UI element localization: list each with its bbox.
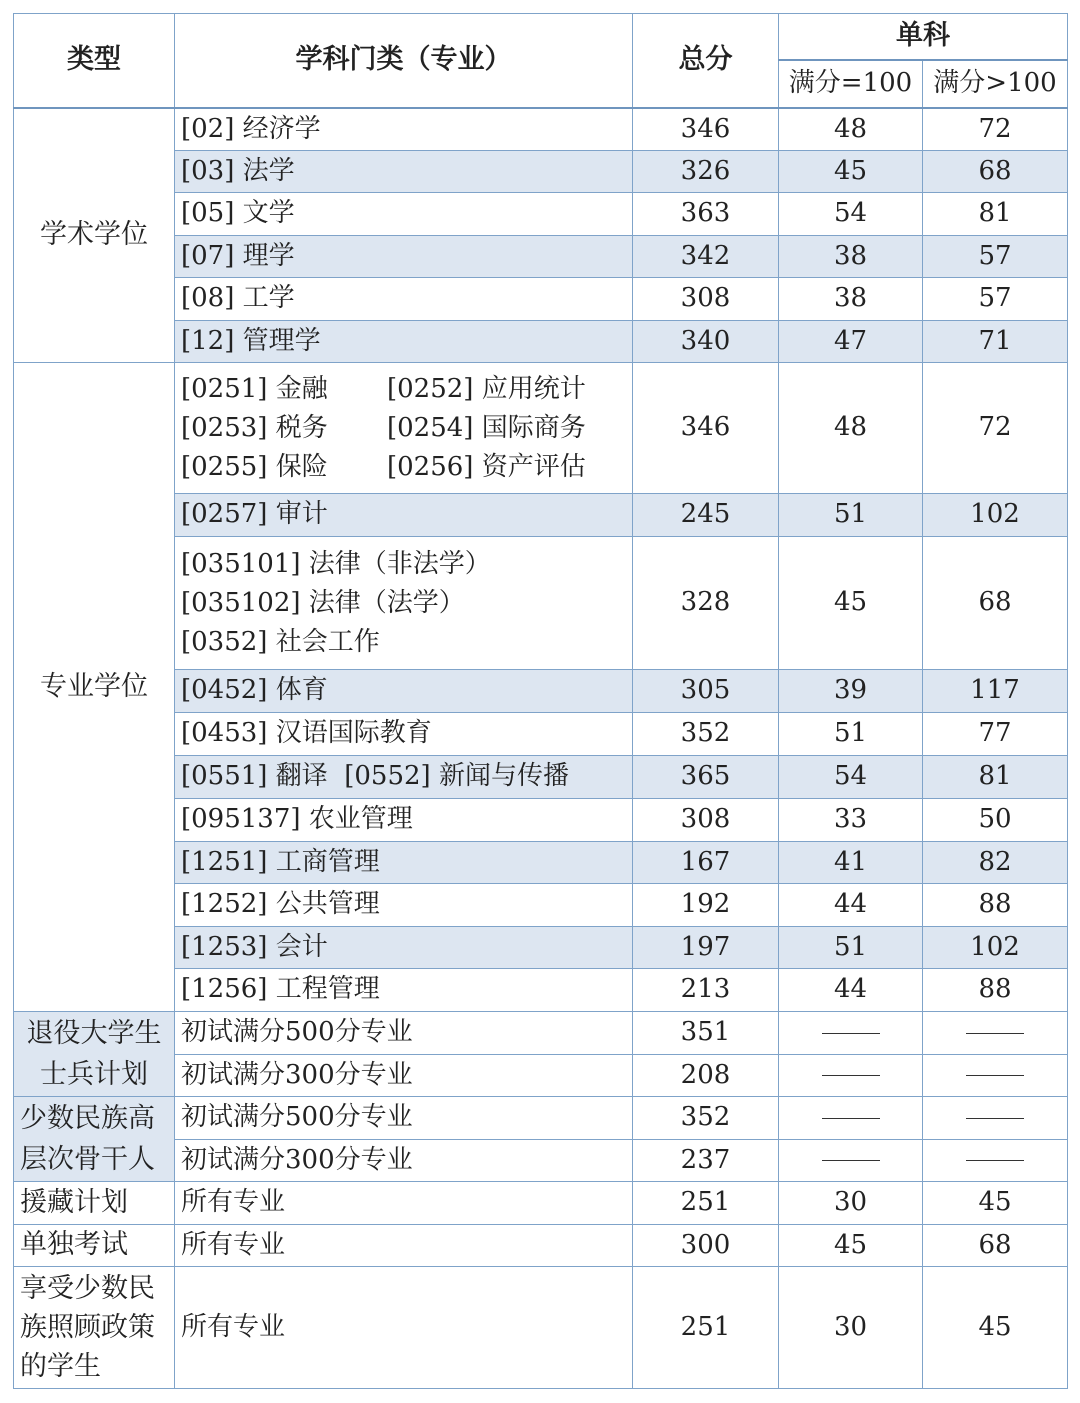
total-cell: 167 bbox=[633, 842, 779, 884]
single-100-cell: 30 bbox=[779, 1182, 923, 1225]
single-gt100-cell: 71 bbox=[923, 321, 1068, 363]
single-gt100-cell: 72 bbox=[923, 108, 1068, 151]
total-cell: 208 bbox=[633, 1055, 779, 1097]
total-cell: 245 bbox=[633, 494, 779, 537]
single-100-cell: 48 bbox=[779, 363, 923, 494]
total-cell: 300 bbox=[633, 1225, 779, 1267]
subject-line bbox=[181, 448, 628, 487]
subject-item: [0252] 应用统计 bbox=[387, 373, 586, 404]
total-cell: 351 bbox=[633, 1012, 779, 1055]
single-100-cell: 30 bbox=[779, 1267, 923, 1389]
subject-cell: [1252] 公共管理 bbox=[175, 884, 633, 927]
group-minority-policy: 享受少数民族照顾政策的学生 bbox=[14, 1267, 175, 1389]
dash-mark bbox=[966, 1033, 1024, 1034]
dash-mark bbox=[822, 1118, 880, 1119]
total-cell: 308 bbox=[633, 799, 779, 842]
table-row bbox=[14, 363, 1068, 494]
header-single-100: 满分=100 bbox=[779, 60, 923, 108]
group-academic: 学术学位 bbox=[14, 108, 175, 363]
dash-mark bbox=[822, 1033, 880, 1034]
single-gt100-cell bbox=[923, 1097, 1068, 1140]
total-cell: 328 bbox=[633, 537, 779, 670]
single-gt100-cell bbox=[923, 1055, 1068, 1097]
total-cell: 197 bbox=[633, 927, 779, 969]
subject-line: [0352] 社会工作 bbox=[181, 626, 380, 657]
table-row bbox=[14, 1267, 1068, 1389]
subject-cell: [1253] 会计 bbox=[175, 927, 633, 969]
single-gt100-cell: 81 bbox=[923, 193, 1068, 236]
dash-mark bbox=[966, 1160, 1024, 1161]
single-100-cell: 48 bbox=[779, 108, 923, 151]
subject-cell: [03] 法学 bbox=[175, 151, 633, 193]
single-100-cell: 44 bbox=[779, 969, 923, 1012]
header-subject: 学科门类（专业） bbox=[175, 14, 633, 108]
subject-cell: [0452] 体育 bbox=[175, 670, 633, 713]
dash-mark bbox=[966, 1075, 1024, 1076]
table-row bbox=[14, 1225, 1068, 1267]
single-100-cell: 54 bbox=[779, 756, 923, 799]
total-cell: 305 bbox=[633, 670, 779, 713]
total-cell: 352 bbox=[633, 1097, 779, 1140]
subject-cell: [1251] 工商管理 bbox=[175, 842, 633, 884]
single-gt100-cell: 72 bbox=[923, 363, 1068, 494]
single-100-cell bbox=[779, 1097, 923, 1140]
subject-item: [0253] 税务 bbox=[181, 412, 328, 443]
score-table bbox=[13, 13, 1068, 1389]
single-gt100-cell: 82 bbox=[923, 842, 1068, 884]
header-type: 类型 bbox=[14, 14, 175, 108]
single-100-cell bbox=[779, 1012, 923, 1055]
total-cell: 251 bbox=[633, 1182, 779, 1225]
subject-cell: 所有专业 bbox=[175, 1267, 633, 1389]
dash-mark bbox=[822, 1160, 880, 1161]
subject-line: [035101] 法律（非法学） bbox=[181, 548, 491, 579]
table-row bbox=[14, 1097, 1068, 1140]
group-professional: 专业学位 bbox=[14, 363, 175, 1012]
group-tibet: 援藏计划 bbox=[14, 1182, 175, 1225]
single-gt100-cell: 81 bbox=[923, 756, 1068, 799]
subject-cell: [08] 工学 bbox=[175, 278, 633, 321]
single-gt100-cell: 45 bbox=[923, 1182, 1068, 1225]
dash-mark bbox=[822, 1075, 880, 1076]
single-100-cell: 47 bbox=[779, 321, 923, 363]
total-cell: 342 bbox=[633, 236, 779, 278]
header-single: 单科 bbox=[779, 14, 1068, 60]
subject-item: [0255] 保险 bbox=[181, 451, 328, 482]
single-100-cell: 45 bbox=[779, 151, 923, 193]
subject-cell: [1256] 工程管理 bbox=[175, 969, 633, 1012]
subject-cell: [0453] 汉语国际教育 bbox=[175, 713, 633, 756]
single-100-cell: 41 bbox=[779, 842, 923, 884]
single-gt100-cell: 102 bbox=[923, 927, 1068, 969]
subject-line: [035102] 法律（法学） bbox=[181, 587, 465, 618]
total-cell: 365 bbox=[633, 756, 779, 799]
subject-cell: 初试满分500分专业 bbox=[175, 1012, 633, 1055]
group-single-exam: 单独考试 bbox=[14, 1225, 175, 1267]
subject-cell bbox=[175, 537, 633, 670]
total-cell: 237 bbox=[633, 1140, 779, 1182]
single-100-cell: 51 bbox=[779, 494, 923, 537]
single-gt100-cell: 88 bbox=[923, 884, 1068, 927]
subject-cell: [095137] 农业管理 bbox=[175, 799, 633, 842]
table-row bbox=[14, 108, 1068, 151]
single-100-cell: 54 bbox=[779, 193, 923, 236]
single-gt100-cell: 117 bbox=[923, 670, 1068, 713]
total-cell: 352 bbox=[633, 713, 779, 756]
single-gt100-cell: 68 bbox=[923, 151, 1068, 193]
total-cell: 340 bbox=[633, 321, 779, 363]
group-minority-backbone: 少数民族高层次骨干人 bbox=[14, 1097, 175, 1182]
subject-item: [0256] 资产评估 bbox=[387, 451, 586, 482]
single-100-cell: 51 bbox=[779, 713, 923, 756]
single-gt100-cell: 50 bbox=[923, 799, 1068, 842]
header-single-gt100: 满分>100 bbox=[923, 60, 1068, 108]
table-row bbox=[14, 1012, 1068, 1055]
single-gt100-cell: 77 bbox=[923, 713, 1068, 756]
single-gt100-cell: 57 bbox=[923, 236, 1068, 278]
single-gt100-cell bbox=[923, 1012, 1068, 1055]
single-100-cell: 44 bbox=[779, 884, 923, 927]
single-gt100-cell: 45 bbox=[923, 1267, 1068, 1389]
subject-cell: [0257] 审计 bbox=[175, 494, 633, 537]
total-cell: 346 bbox=[633, 108, 779, 151]
subject-cell bbox=[175, 363, 633, 494]
single-100-cell bbox=[779, 1140, 923, 1182]
subject-cell: [0551] 翻译 [0552] 新闻与传播 bbox=[175, 756, 633, 799]
subject-line bbox=[181, 370, 628, 409]
single-gt100-cell: 68 bbox=[923, 537, 1068, 670]
subject-item: [0254] 国际商务 bbox=[387, 412, 586, 443]
single-100-cell: 45 bbox=[779, 537, 923, 670]
subject-cell: 初试满分500分专业 bbox=[175, 1097, 633, 1140]
single-gt100-cell: 102 bbox=[923, 494, 1068, 537]
header-total: 总分 bbox=[633, 14, 779, 108]
dash-mark bbox=[966, 1118, 1024, 1119]
total-cell: 326 bbox=[633, 151, 779, 193]
subject-cell: [02] 经济学 bbox=[175, 108, 633, 151]
table-row bbox=[14, 1182, 1068, 1225]
total-cell: 363 bbox=[633, 193, 779, 236]
single-100-cell: 38 bbox=[779, 278, 923, 321]
subject-cell: [12] 管理学 bbox=[175, 321, 633, 363]
subject-item: [0251] 金融 bbox=[181, 373, 328, 404]
subject-cell: 初试满分300分专业 bbox=[175, 1140, 633, 1182]
total-cell: 213 bbox=[633, 969, 779, 1012]
single-gt100-cell: 57 bbox=[923, 278, 1068, 321]
single-100-cell: 45 bbox=[779, 1225, 923, 1267]
total-cell: 192 bbox=[633, 884, 779, 927]
single-100-cell bbox=[779, 1055, 923, 1097]
subject-cell: [07] 理学 bbox=[175, 236, 633, 278]
subject-cell: 初试满分300分专业 bbox=[175, 1055, 633, 1097]
total-cell: 308 bbox=[633, 278, 779, 321]
subject-cell: 所有专业 bbox=[175, 1182, 633, 1225]
single-100-cell: 39 bbox=[779, 670, 923, 713]
single-100-cell: 38 bbox=[779, 236, 923, 278]
single-gt100-cell bbox=[923, 1140, 1068, 1182]
subject-cell: [05] 文学 bbox=[175, 193, 633, 236]
single-gt100-cell: 68 bbox=[923, 1225, 1068, 1267]
single-100-cell: 51 bbox=[779, 927, 923, 969]
single-gt100-cell: 88 bbox=[923, 969, 1068, 1012]
total-cell: 251 bbox=[633, 1267, 779, 1389]
group-veterans: 退役大学生士兵计划 bbox=[14, 1012, 175, 1097]
subject-line bbox=[181, 409, 628, 448]
single-100-cell: 33 bbox=[779, 799, 923, 842]
subject-cell: 所有专业 bbox=[175, 1225, 633, 1267]
total-cell: 346 bbox=[633, 363, 779, 494]
